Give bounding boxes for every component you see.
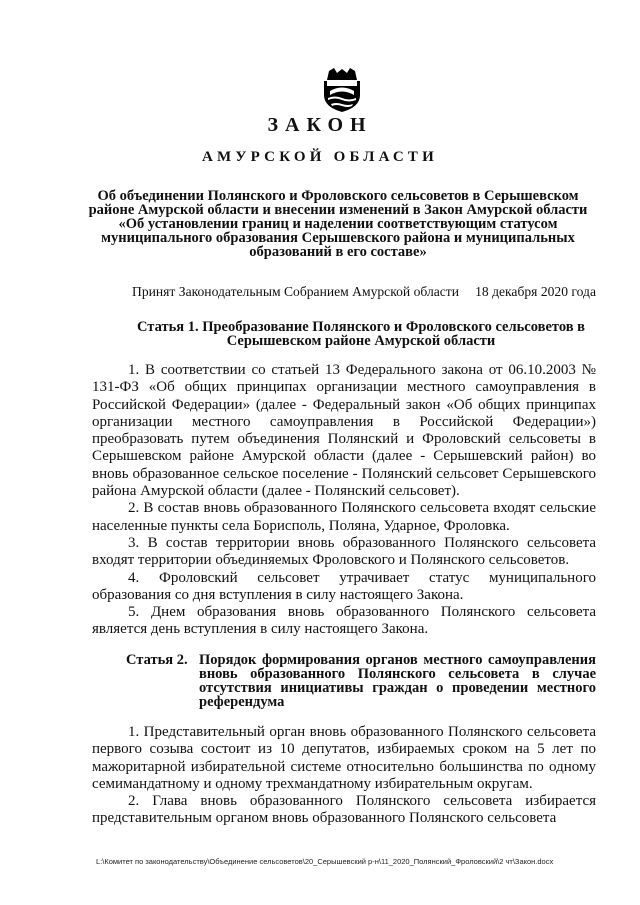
article-2-heading [126, 653, 596, 709]
article-1-paragraph-2: 2. В состав вновь образованного Полянского сельсовета входят сельские населенные пункты села Борисполь, Поляна, Ударное, Фроловка. [92, 500, 596, 534]
article-1-paragraph-5: 5. Днем образования вновь образованного Полянского сельсовета является день вступления в силу настоящего Закона. [92, 604, 596, 638]
article-1-paragraph-3: 3. В состав территории вновь образованного Полянского сельсовета входят территории объединяемых Фроловского и Полянского сельсоветов. [92, 534, 596, 569]
article-1-paragraph-1: 1. В соответствии со статьей 13 Федерального закона от 06.10.2003 № 131-ФЗ «Об общих принципах организации местного самоуправления в Российской Федерации» (далее - Федеральный закон «Об общих принципах организации местного самоуправления в Российской Федерации») преобразовать путем объединения Полянский и Фроловский сельсоветы в Серышевском районе Амурской области (далее - Серышевский район) во вновь образованное сельское поселение - Полянский сельсовет Серышевского района Амурской области (далее - Полянский сельсовет). [92, 362, 596, 500]
article-1-body [92, 362, 596, 639]
document-type-title: ЗАКОН [267, 114, 373, 136]
article-2-label: Статья 2. [126, 652, 188, 668]
adopted-date: 18 декабря 2020 года [475, 284, 596, 299]
law-title: Об объединении Полянского и Фроловского сельсоветов в Серышевском районе Амурской области и внесении изменений в Закон Амурской области «Об установлении границ и наделении соответствующим статусом муниципального образования Серышевского района и муниципальных образований в его составе» [88, 188, 588, 260]
article-2-paragraph-2: 2. Глава вновь образованного Полянского сельсовета избирается представительным органом вновь образованного Полянского сельсовета [92, 793, 596, 827]
article-2-body [92, 724, 596, 828]
region-title: АМУРСКОЙ ОБЛАСТИ [202, 149, 438, 165]
article-1-heading: Статья 1. Преобразование Полянского и Фроловского сельсоветов в Серышевском районе Амурской области [137, 319, 585, 349]
article-1-paragraph-4: 4. Фроловский сельсовет утрачивает статус муниципального образования со дня вступления в силу настоящего Закона. [92, 569, 596, 603]
article-2-paragraph-1: 1. Представительный орган вновь образованного Полянского сельсовета первого созыва состоит из 10 депутатов, избираемых сроком на 5 лет по мажоритарной избирательной системе относительно большинства по одному семимандатному и одному трехмандатному избирательным округам. [92, 724, 596, 792]
article-2-title: Порядок формирования органов местного самоуправления вновь образованного Полянского сельсовета в случае отсутствия инициативы граждан о проведении местного референдума [199, 652, 596, 710]
file-path-footer: L:\Комитет по законодательству\Объединение сельсоветов\20_Серышевский р-н\11_2020_Полянский_Фроловский\2 чт\Закон.docx [96, 857, 554, 866]
adopted-by: Принят Законодательным Собранием Амурской области [132, 284, 460, 299]
amur-region-coat-of-arms-icon [321, 67, 363, 113]
